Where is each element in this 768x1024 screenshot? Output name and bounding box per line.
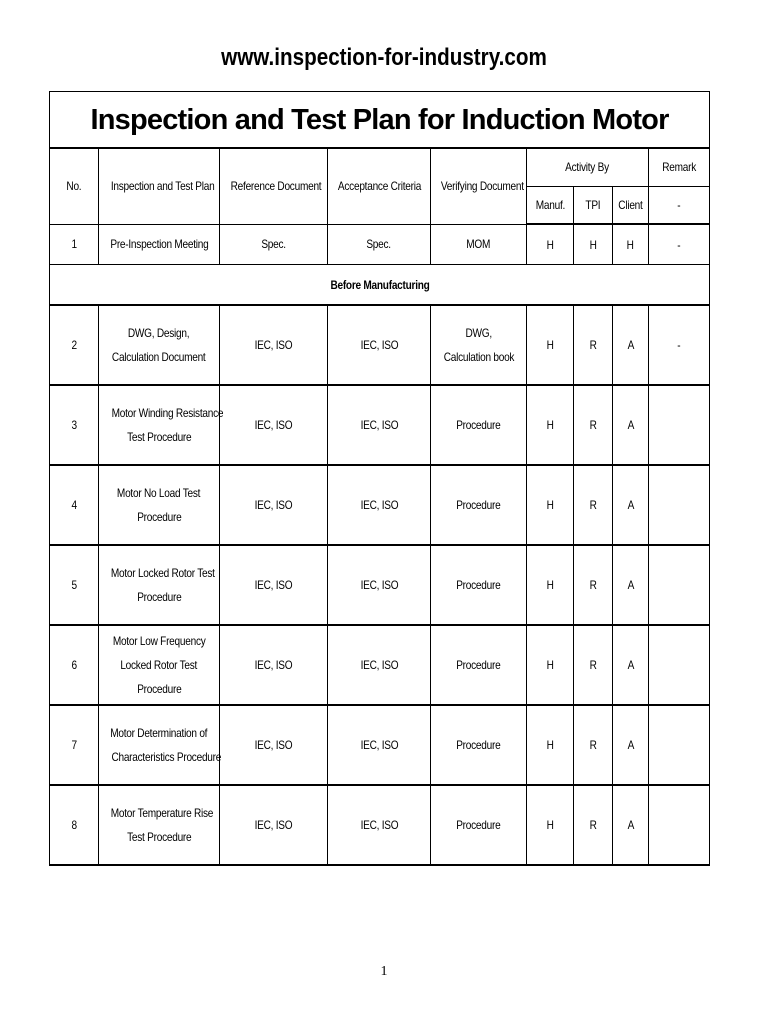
cell-reference: IEC, ISO: [220, 785, 328, 865]
cell-manuf: H: [527, 705, 574, 785]
cell-tpi: R: [574, 625, 613, 705]
header-verifying-document: Verifying Document: [431, 148, 527, 224]
cell-no: 3: [50, 385, 99, 465]
table-row: [50, 785, 710, 865]
cell-client: H: [613, 224, 649, 265]
cell-reference: Spec.: [220, 224, 328, 265]
header-acceptance-criteria: Acceptance Criteria: [328, 148, 431, 224]
cell-reference: IEC, ISO: [220, 465, 328, 545]
table-row: [50, 625, 710, 705]
cell-acceptance: IEC, ISO: [328, 545, 431, 625]
cell-remark: -: [649, 224, 710, 265]
table-row: [50, 385, 710, 465]
cell-reference: IEC, ISO: [220, 545, 328, 625]
cell-plan: DWG, Design, Calculation Document: [99, 305, 220, 385]
cell-remark: -: [649, 305, 710, 385]
table-row: [50, 224, 710, 265]
inspection-test-plan-table: [49, 91, 710, 866]
cell-verifying: Procedure: [431, 785, 527, 865]
cell-acceptance: IEC, ISO: [328, 705, 431, 785]
page-number: 1: [380, 964, 388, 979]
cell-remark: [649, 385, 710, 465]
cell-plan: Motor Temperature Rise Test Procedure: [99, 785, 220, 865]
cell-client: A: [613, 545, 649, 625]
cell-verifying: DWG, Calculation book: [431, 305, 527, 385]
cell-reference: IEC, ISO: [220, 625, 328, 705]
cell-no: 2: [50, 305, 99, 385]
table-row: [50, 545, 710, 625]
header-client: Client: [613, 186, 649, 224]
cell-no: 7: [50, 705, 99, 785]
header-remark: Remark: [649, 148, 710, 186]
cell-remark: [649, 545, 710, 625]
cell-reference: IEC, ISO: [220, 385, 328, 465]
cell-manuf: H: [527, 545, 574, 625]
header-no: No.: [50, 148, 99, 224]
cell-verifying: Procedure: [431, 705, 527, 785]
header-activity-by: Activity By: [527, 148, 649, 186]
cell-no: 8: [50, 785, 99, 865]
cell-remark: [649, 465, 710, 545]
section-title: Before Manufacturing: [50, 265, 710, 306]
plan-title: Inspection and Test Plan for Induction Motor: [50, 92, 710, 149]
cell-acceptance: IEC, ISO: [328, 385, 431, 465]
cell-client: A: [613, 705, 649, 785]
cell-client: A: [613, 465, 649, 545]
header-remark-sub: -: [649, 186, 710, 224]
cell-verifying: Procedure: [431, 625, 527, 705]
cell-no: 6: [50, 625, 99, 705]
cell-client: A: [613, 625, 649, 705]
site-url-header[interactable]: www.inspection-for-industry.com: [221, 44, 547, 71]
cell-plan: Motor Locked Rotor Test Procedure: [99, 545, 220, 625]
cell-reference: IEC, ISO: [220, 705, 328, 785]
cell-acceptance: IEC, ISO: [328, 785, 431, 865]
cell-verifying: Procedure: [431, 385, 527, 465]
cell-client: A: [613, 305, 649, 385]
table-row: [50, 705, 710, 785]
header-plan: Inspection and Test Plan: [99, 148, 220, 224]
cell-manuf: H: [527, 305, 574, 385]
cell-manuf: H: [527, 224, 574, 265]
cell-plan: Motor Low Frequency Locked Rotor Test Procedure: [99, 625, 220, 705]
cell-client: A: [613, 385, 649, 465]
table-row: [50, 305, 710, 385]
cell-plan: Motor Winding Resistance Test Procedure: [99, 385, 220, 465]
cell-tpi: H: [574, 224, 613, 265]
cell-verifying: Procedure: [431, 465, 527, 545]
header-manuf: Manuf.: [527, 186, 574, 224]
cell-tpi: R: [574, 305, 613, 385]
cell-remark: [649, 705, 710, 785]
cell-manuf: H: [527, 385, 574, 465]
cell-tpi: R: [574, 705, 613, 785]
cell-manuf: H: [527, 465, 574, 545]
cell-reference: IEC, ISO: [220, 305, 328, 385]
table-row: [50, 465, 710, 545]
cell-no: 1: [50, 224, 99, 265]
cell-verifying: Procedure: [431, 545, 527, 625]
cell-tpi: R: [574, 785, 613, 865]
cell-manuf: H: [527, 785, 574, 865]
cell-tpi: R: [574, 385, 613, 465]
cell-remark: [649, 625, 710, 705]
cell-acceptance: IEC, ISO: [328, 625, 431, 705]
cell-tpi: R: [574, 465, 613, 545]
cell-acceptance: Spec.: [328, 224, 431, 265]
cell-acceptance: IEC, ISO: [328, 305, 431, 385]
cell-manuf: H: [527, 625, 574, 705]
cell-remark: [649, 785, 710, 865]
section-row: [50, 265, 710, 306]
cell-no: 4: [50, 465, 99, 545]
cell-client: A: [613, 785, 649, 865]
cell-plan: Motor Determination of Characteristics Procedure: [99, 705, 220, 785]
cell-no: 5: [50, 545, 99, 625]
cell-tpi: R: [574, 545, 613, 625]
cell-acceptance: IEC, ISO: [328, 465, 431, 545]
cell-plan: Pre-Inspection Meeting: [99, 224, 220, 265]
header-tpi: TPI: [574, 186, 613, 224]
cell-plan: Motor No Load Test Procedure: [99, 465, 220, 545]
cell-verifying: MOM: [431, 224, 527, 265]
header-reference-document: Reference Document: [220, 148, 328, 224]
table-body: [50, 92, 710, 866]
